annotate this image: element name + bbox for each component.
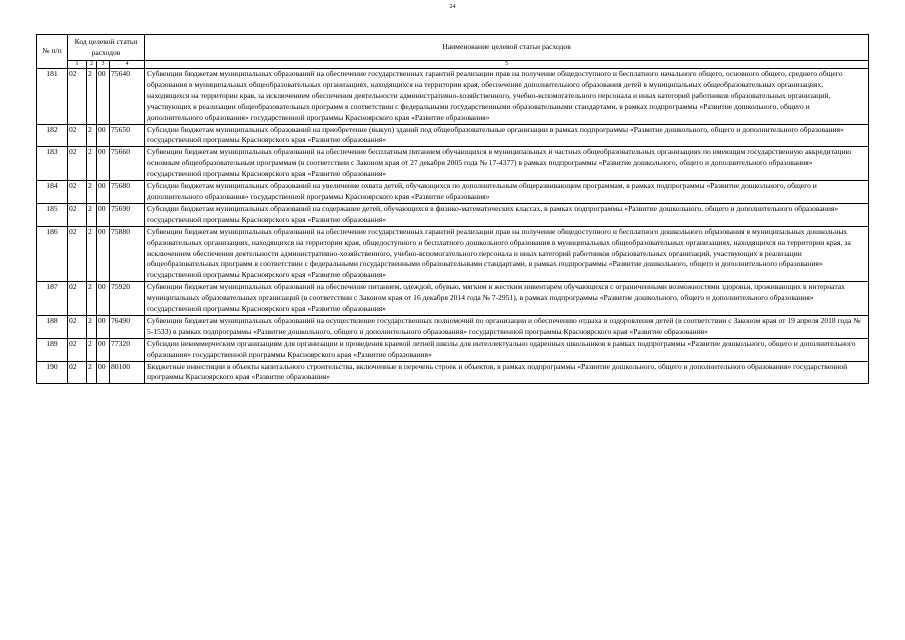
header-no: № п/п xyxy=(37,35,68,69)
code-part-2: 2 xyxy=(87,226,97,282)
code-part-1: 02 xyxy=(68,226,87,282)
code-part-4: 75660 xyxy=(110,147,145,181)
row-number: 182 xyxy=(37,124,68,147)
table-row xyxy=(37,69,869,125)
page-number: 24 xyxy=(449,4,456,10)
expense-name: Бюджетные инвестиции в объекты капитального строительства, включенные в перечень строек и объектов, в рамках подпрограммы «Развитие дошкольного, общего и дополнительного образования» государственной программы Красноярского края «Развитие образования» xyxy=(145,361,869,384)
code-part-4: 75880 xyxy=(110,226,145,282)
code-part-1: 02 xyxy=(68,361,87,384)
code-part-3: 00 xyxy=(97,181,110,204)
code-part-4: 77320 xyxy=(110,338,145,361)
row-number: 184 xyxy=(37,181,68,204)
expense-name: Субсидии бюджетам муниципальных образований на увеличение охвата детей, обучающихся по дополнительным общеразвивающим программам, в рамках подпрограммы «Развитие дошкольного, общего и дополнительного образования» государственной программы Красноярского края «Развитие образования» xyxy=(145,181,869,204)
code-part-1: 02 xyxy=(68,338,87,361)
expense-name: Субвенции бюджетам муниципальных образований на осуществление государственных полномочий по организации и обеспечению отдыха и оздоровления детей (в соответствии с Законом края от 19 апреля 2018 года № 5-1533) в рамках подпрограммы «Развитие дошкольного, общего и дополнительного образования» государственной программы Красноярского края «Развитие образования» xyxy=(145,315,869,338)
table-row xyxy=(37,147,869,181)
table-row xyxy=(37,181,869,204)
expense-name: Субвенции бюджетам муниципальных образований на обеспечение государственных гарантий реализации прав на получение общедоступного и бесплатного начального общего, основного общего, среднего общего образования в муниципальных общеобразовательных организациях, находящихся на территории края, обеспечение дополнительного образования детей в муниципальных общеобразовательных организациях, находящихся на территории края, за исключением обеспечения деятельности административно-хозяйственного, учебно-вспомогательного персонала и иных категорий работников образовательных организаций, участвующих в реализации общеобразовательных программ в соответствии с федеральными государственными образовательными стандартами, в рамках подпрограммы «Развитие дошкольного, общего и дополнительного образования» государственной программы Красноярского края «Развитие образования» xyxy=(145,69,869,125)
code-part-4: 76490 xyxy=(110,315,145,338)
subheader-5: 5 xyxy=(145,61,869,69)
code-part-4: 75690 xyxy=(110,203,145,226)
row-number: 187 xyxy=(37,282,68,316)
target-expense-table xyxy=(36,34,869,384)
code-part-3: 00 xyxy=(97,124,110,147)
code-part-1: 02 xyxy=(68,203,87,226)
code-part-1: 02 xyxy=(68,69,87,125)
table-row xyxy=(37,361,869,384)
code-part-2: 2 xyxy=(87,181,97,204)
subheader-row xyxy=(37,61,869,69)
row-number: 181 xyxy=(37,69,68,125)
header-code: Код целевой статьи расходов xyxy=(68,35,145,61)
table-row xyxy=(37,203,869,226)
expense-name: Субсидии некоммерческим организациям для организации и проведения краевой летней школы для интеллектуально одаренных школьников в рамках подпрограммы «Развитие дошкольного, общего и дополнительного образования» государственной программы Красноярского края «Развитие образования» xyxy=(145,338,869,361)
expense-name: Субвенции бюджетам муниципальных образований на обеспечение государственных гарантий реализации прав на получение общедоступного и бесплатного дошкольного образования в муниципальных дошкольных образовательных организациях, находящихся на территории края, общедоступного и бесплатного дошкольного образования в муниципальных общеобразовательных организациях, находящихся на территории края, за исключением обеспечения деятельности административно-хозяйственного, учебно-вспомогательного персонала и иных категорий работников образовательных организаций, участвующих в реализации общеобразовательных программ в соответствии с федеральными государственными образовательными стандартами, в рамках подпрограммы «Развитие дошкольного, общего и дополнительного образования» государственной программы Красноярского края «Развитие образования» xyxy=(145,226,869,282)
expense-name: Субсидии бюджетам муниципальных образований на содержание детей, обучающихся в физико-математических классах, в рамках подпрограммы «Развитие дошкольного, общего и дополнительного образования» государственной программы Красноярского края «Развитие образования» xyxy=(145,203,869,226)
code-part-2: 2 xyxy=(87,203,97,226)
row-number: 188 xyxy=(37,315,68,338)
expense-name: Субвенции бюджетам муниципальных образований на обеспечение питанием, одеждой, обувью, мягким и жестким инвентарем обучающихся с ограниченными возможностями здоровья, проживающих в интернатах муниципальных образовательных организаций (в соответствии с Законом края от 16 декабря 2014 года № 7-2951), в рамках подпрограммы «Развитие дошкольного, общего и дополнительного образования» государственной программы Красноярского края «Развитие образования» xyxy=(145,282,869,316)
table-body xyxy=(37,69,869,384)
table-row xyxy=(37,315,869,338)
row-number: 183 xyxy=(37,147,68,181)
expense-name: Субсидии бюджетам муниципальных образований на приобретение (выкуп) зданий под общеобразовательные организации в рамках подпрограммы «Развитие дошкольного, общего и дополнительного образования» государственной программы Красноярского края «Развитие образования» xyxy=(145,124,869,147)
code-part-2: 2 xyxy=(87,338,97,361)
code-part-4: 80100 xyxy=(110,361,145,384)
code-part-4: 75680 xyxy=(110,181,145,204)
code-part-3: 00 xyxy=(97,282,110,316)
code-part-2: 2 xyxy=(87,69,97,125)
code-part-1: 02 xyxy=(68,315,87,338)
row-number: 189 xyxy=(37,338,68,361)
code-part-2: 2 xyxy=(87,282,97,316)
code-part-2: 2 xyxy=(87,124,97,147)
code-part-1: 02 xyxy=(68,181,87,204)
code-part-1: 02 xyxy=(68,124,87,147)
expense-name: Субвенции бюджетам муниципальных образований на обеспечение бесплатным питанием обучающихся в муниципальных и частных общеобразовательных организациях по имеющим государственную аккредитацию основным общеобразовательным программам (в соответствии с Законом края от 27 декабря 2005 года № 17-4377) в рамках подпрограммы «Развитие дошкольного, общего и дополнительного образования» государственной программы Красноярского края «Развитие образования» xyxy=(145,147,869,181)
code-part-3: 00 xyxy=(97,361,110,384)
code-part-2: 2 xyxy=(87,147,97,181)
table-row xyxy=(37,338,869,361)
code-part-4: 75640 xyxy=(110,69,145,125)
table-row xyxy=(37,282,869,316)
row-number: 186 xyxy=(37,226,68,282)
code-part-3: 00 xyxy=(97,315,110,338)
code-part-3: 00 xyxy=(97,338,110,361)
code-part-3: 00 xyxy=(97,203,110,226)
table-row xyxy=(37,226,869,282)
code-part-3: 00 xyxy=(97,226,110,282)
table-row xyxy=(37,124,869,147)
row-number: 190 xyxy=(37,361,68,384)
code-part-3: 00 xyxy=(97,69,110,125)
header-row xyxy=(37,35,869,61)
code-part-2: 2 xyxy=(87,315,97,338)
subheader-2: 2 xyxy=(87,61,97,69)
code-part-1: 02 xyxy=(68,147,87,181)
subheader-4: 4 xyxy=(110,61,145,69)
code-part-4: 75650 xyxy=(110,124,145,147)
code-part-3: 00 xyxy=(97,147,110,181)
header-name: Наименование целевой статьи расходов xyxy=(145,35,869,61)
row-number: 185 xyxy=(37,203,68,226)
code-part-2: 2 xyxy=(87,361,97,384)
code-part-1: 02 xyxy=(68,282,87,316)
subheader-1: 1 xyxy=(68,61,87,69)
subheader-3: 3 xyxy=(97,61,110,69)
code-part-4: 75920 xyxy=(110,282,145,316)
